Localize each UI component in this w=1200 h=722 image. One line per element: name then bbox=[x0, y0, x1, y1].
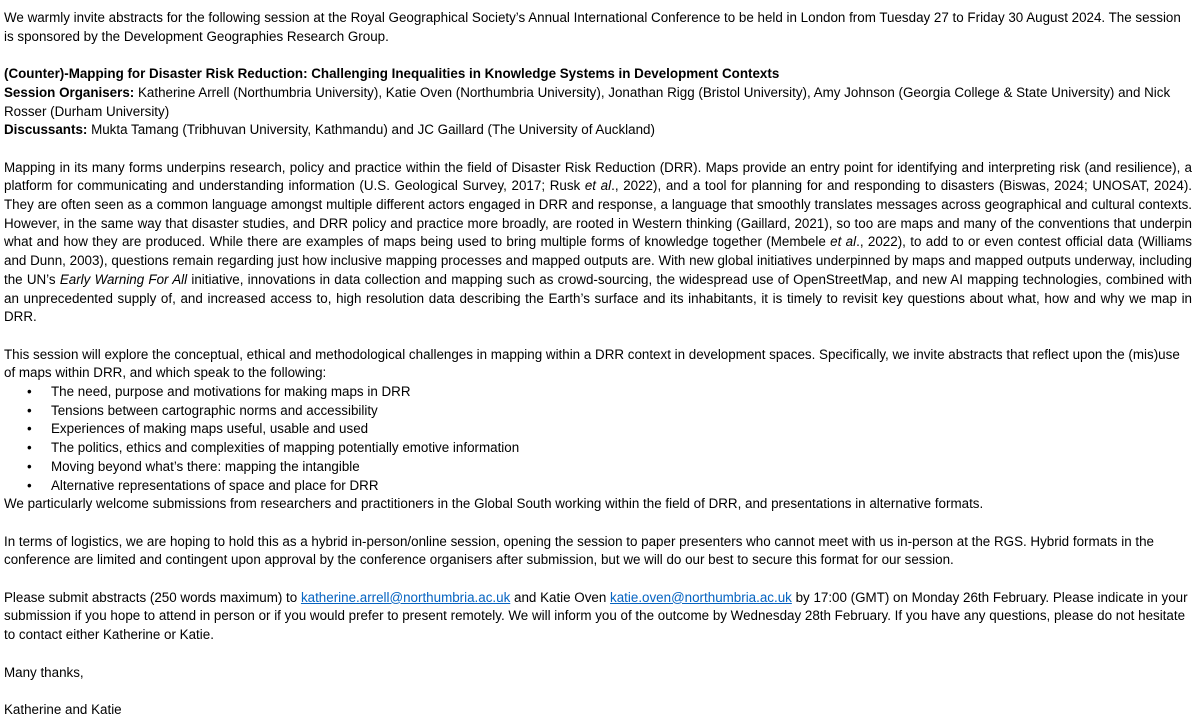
organisers-label: Session Organisers: bbox=[4, 84, 135, 100]
session-discussants bbox=[4, 121, 1192, 140]
organisers-text: Katherine Arrell (Northumbria University), Katie Oven (Northumbria University), Jonathan Rigg (Bristol University), Amy Johnson (Georgia College & State University) and Nick Rosser (Durham University) bbox=[4, 84, 1171, 119]
email-link-katie[interactable]: katie.oven@northumbria.ac.uk bbox=[610, 589, 792, 605]
discussants-label: Discussants: bbox=[4, 122, 88, 138]
submission-paragraph: Please submit abstracts (250 words maximum) to katherine.arrell@northumbria.ac.uk and Katie Oven katie.oven@northumbria.ac.uk by 17:00 (GMT) on Monday 26th February. Please indicate in your submission if you hope to attend in person or if you would prefer to present remotely. We will inform you of the outcome by Wednesday 28th February. If you have any questions, please do not hesitate to contact either Katherine or Katie. bbox=[4, 589, 1188, 643]
list-item: • Alternative representations of space and place for DRR bbox=[4, 477, 1192, 496]
topic-list bbox=[4, 383, 1192, 495]
session-organisers bbox=[4, 84, 1192, 121]
logistics-paragraph: In terms of logistics, we are hoping to hold this as a hybrid in-person/online session, opening the session to paper presenters who cannot meet with us in-person at the RGS. Hybrid formats in the conference are limited and contingent upon approval by the conference organisers after submission, but we will do our best to secure this format for our session. bbox=[4, 533, 1154, 568]
background-paragraph: Mapping in its many forms underpins research, policy and practice within the field of Disaster Risk Reduction (DRR). Maps provide an entry point for identifying and interpreting risk (and resilience), a platform for communicating and understanding information (U.S. Geological Survey, 2017; Rusk et al., 2022), and a tool for planning for and responding to disasters (Biswas, 2024; UNOSAT, 2024). They are often seen as a common language amongst multiple different actors engaged in DRR and response, a language that smoothly translates messages across geographical and cultural contexts. However, in the same way that disaster studies, and DRR policy and practice more broadly, are rooted in Western thinking (Gaillard, 2021), so too are maps and many of the conventions that underpin what and how they are produced. While there are examples of maps being used to bring multiple forms of knowledge together (Membele et al., 2022), to add to or even contest official data (Williams and Dunn, 2003), questions remain regarding just how inclusive mapping processes and mapped outputs are. With new global initiatives underpinned by maps and mapped outputs underway, including the UN’s Early Warning For All initiative, innovations in data collection and mapping such as crowd-sourcing, the widespread use of OpenStreetMap, and new AI mapping technologies, combined with an unprecedented supply of, and increased access to, high resolution data describing the Earth’s surface and its inhabitants, it is timely to revisit key questions about what, how and why we map in DRR. bbox=[4, 159, 1193, 325]
list-item: • Experiences of making maps useful, usable and used bbox=[4, 420, 1192, 439]
list-item: • Tensions between cartographic norms and accessibility bbox=[4, 402, 1192, 421]
welcome-paragraph: We particularly welcome submissions from researchers and practitioners in the Global South working within the field of DRR, and presentations in alternative formats. bbox=[4, 496, 984, 512]
list-item: • The need, purpose and motivations for making maps in DRR bbox=[4, 383, 1192, 402]
discussants-text: Mukta Tamang (Tribhuvan University, Kathmandu) and JC Gaillard (The University of Auckland) bbox=[87, 122, 655, 138]
list-item: • The politics, ethics and complexities of mapping potentially emotive information bbox=[4, 439, 1192, 458]
scope-paragraph: This session will explore the conceptual, ethical and methodological challenges in mapping within a DRR context in development spaces. Specifically, we invite abstracts that reflect upon the (mis)use of maps within DRR, and which speak to the following: bbox=[4, 346, 1180, 381]
closing-line: Many thanks, bbox=[4, 664, 84, 680]
session-title: (Counter)-Mapping for Disaster Risk Reduction: Challenging Inequalities in Knowledge Systems in Development Contexts bbox=[4, 66, 780, 82]
signature: Katherine and Katie bbox=[4, 701, 122, 717]
email-link-katherine[interactable]: katherine.arrell@northumbria.ac.uk bbox=[300, 589, 511, 605]
intro-paragraph: We warmly invite abstracts for the following session at the Royal Geographical Society’s Annual International Conference to be held in London from Tuesday 27 to Friday 30 August 2024. The session is sponsored by the Development Geographies Research Group. bbox=[4, 10, 1181, 44]
list-item: • Moving beyond what’s there: mapping the intangible bbox=[4, 458, 1192, 477]
